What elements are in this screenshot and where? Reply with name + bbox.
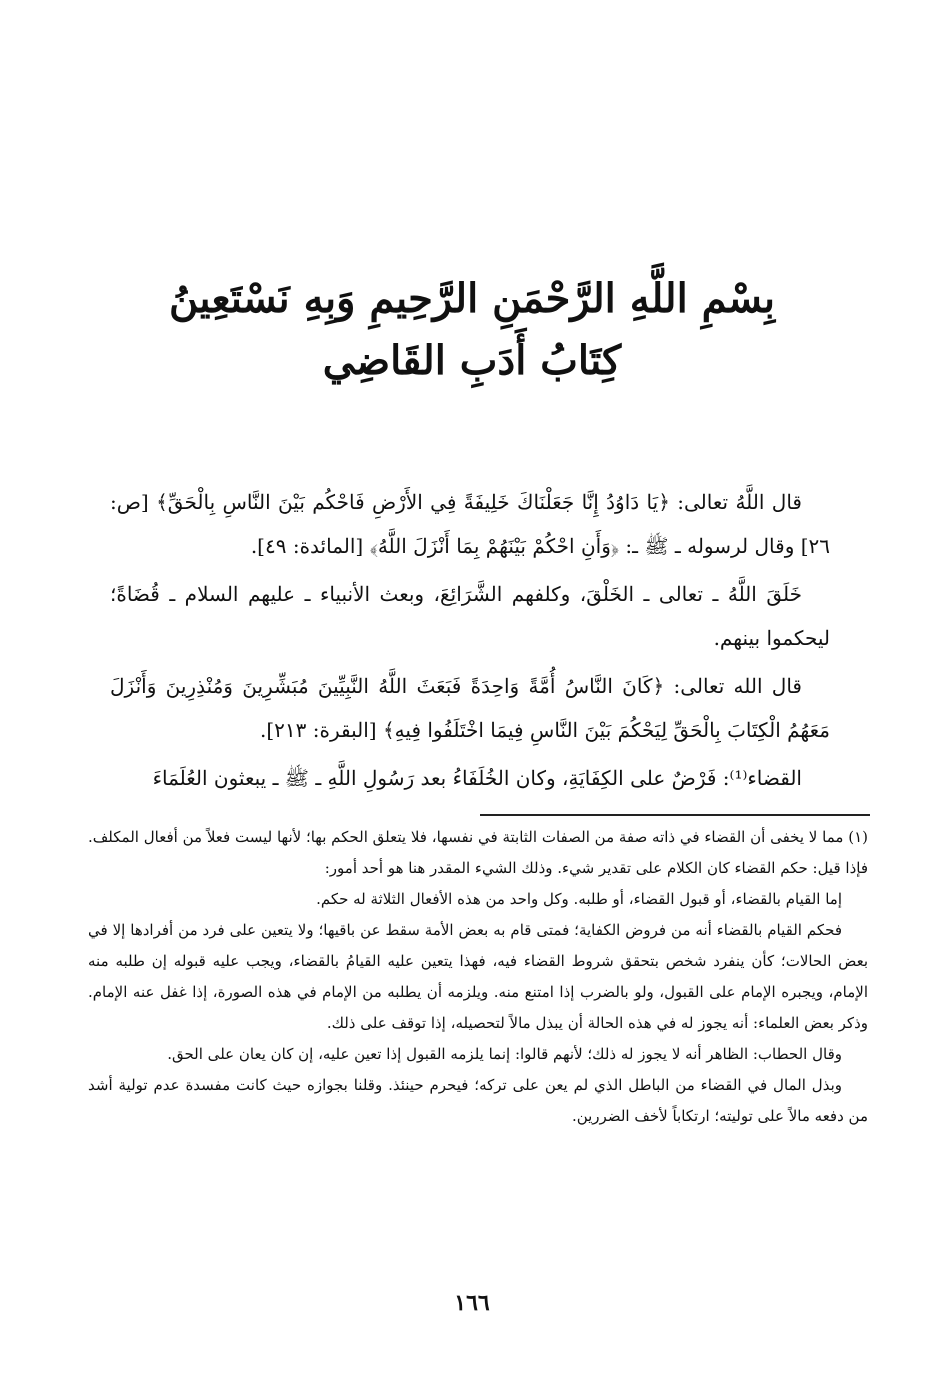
paragraph-quran-baqarah: قال الله تعالى: ﴿كَانَ النَّاسُ أُمَّةً وَاحِدَةً فَبَعَثَ اللَّهُ النَّبِيِّينَ مُبَشِّرِينَ وَمُنْذِرِينَ وَأَنْزَلَ مَعَهُمُ الْكِتَابَ بِالْحَقِّ لِيَحْكُمَ بَيْنَ النَّاسِ فِيمَا اخْتَلَفُوا فِيهِ﴾ [البقرة: ٢١٣]. [110,674,830,742]
main-text [110,480,830,804]
paragraph-quran-dawud: قال اللَّهُ تعالى: ﴿يَا دَاوُدُ إِنَّا جَعَلْنَاكَ خَلِيفَةً فِي الأَرْضِ فَاحْكُم بَيْنَ النَّاسِ بِالْحَقِّ﴾ [ص: ٢٦] وقال لرسوله ـ ﷺ ـ: ﴿وَأَنِ احْكُمْ بَيْنَهُمْ بِمَا أَنْزَلَ اللَّهُ﴾ [المائدة: ٤٩]. [110,490,830,558]
footnote-1-cont-d: وبذل المال في القضاء من الباطل الذي لم يعن على تركه؛ فيحرم حينئذ. وقلنا بجوازه حيث كانت مفسدة عدم تولية أشد من دفعه مالاً على توليته؛ ارتكاباً لأخف الضررين. [88,1076,868,1125]
book-title: كِتَابُ أَدَبِ القَاضِي [322,337,622,384]
footnote-1-cont-c: وقال الحطاب: الظاهر أنه لا يجوز له ذلك؛ لأنهم قالوا: إنما يلزمه القبول إذا تعين عليه، إن كان يعان على الحق. [167,1045,842,1063]
footnote-1-cont-a: إما القيام بالقضاء، أو قبول القضاء، أو طلبه. وكل واحد من هذه الأفعال الثلاثة له حكم. [316,890,842,908]
paragraph-qada-definition: القضاء⁽¹⁾: فَرْضٌ على الكِفَايَةِ، وكان الخُلَفَاءُ بعد رَسُولِ اللَّهِ ـ ﷺ ـ يبعثون العُلَمَاءَ [152,766,802,790]
footnote-1: (١) مما لا يخفى أن القضاء في ذاته صفة من الصفات الثابتة في نفسها، فلا يتعلق الحكم بها؛ لأنها ليست فعلاً من أفعال المكلف. فإذا قيل: حكم القضاء كان الكلام على تقدير شيء. وذلك الشيء المقدر هنا هو أحد أمور: [88,828,868,877]
title-block [0,268,944,392]
footnote-separator [480,814,870,816]
basmala-heading: بِسْمِ اللَّهِ الرَّحْمَنِ الرَّحِيمِ وَبِهِ نَسْتَعِينُ [168,275,776,322]
paragraph-prophets-judges: خَلَقَ اللَّهُ ـ تعالى ـ الخَلْقَ، وكلفهم الشَّرَائِعَ، وبعث الأنبياء ـ عليهم السلام ـ قُضَاةً؛ ليحكموا بينهم. [110,582,830,650]
page-number: ١٦٦ [454,1290,490,1316]
footnote-1-cont-b: فحكم القيام بالقضاء أنه من فروض الكفاية؛ فمتى قام به بعض الأمة سقط عن باقيها؛ ولا يتعين على فرد من أفرادها إلا في بعض الحالات؛ كأن ينفرد شخص بتحقق شروط القضاء فيه، فهذا يتعين عليه القيامُ بالقضاء، ويجب عليه قبوله إن طلبه منه الإمام، ويجبره الإمام على القبول، ولو بالضرب إذا امتنع منه. ويلزمه أن يطلبه من الإمام في هذه الصورة، إذا غفل عنه الإمام. وذكر بعض العلماء: أنه يجوز له في هذه الحالة أن يبذل مالاً لتحصيله، إذا توقف على ذلك. [88,921,868,1032]
footnotes [88,822,868,1132]
